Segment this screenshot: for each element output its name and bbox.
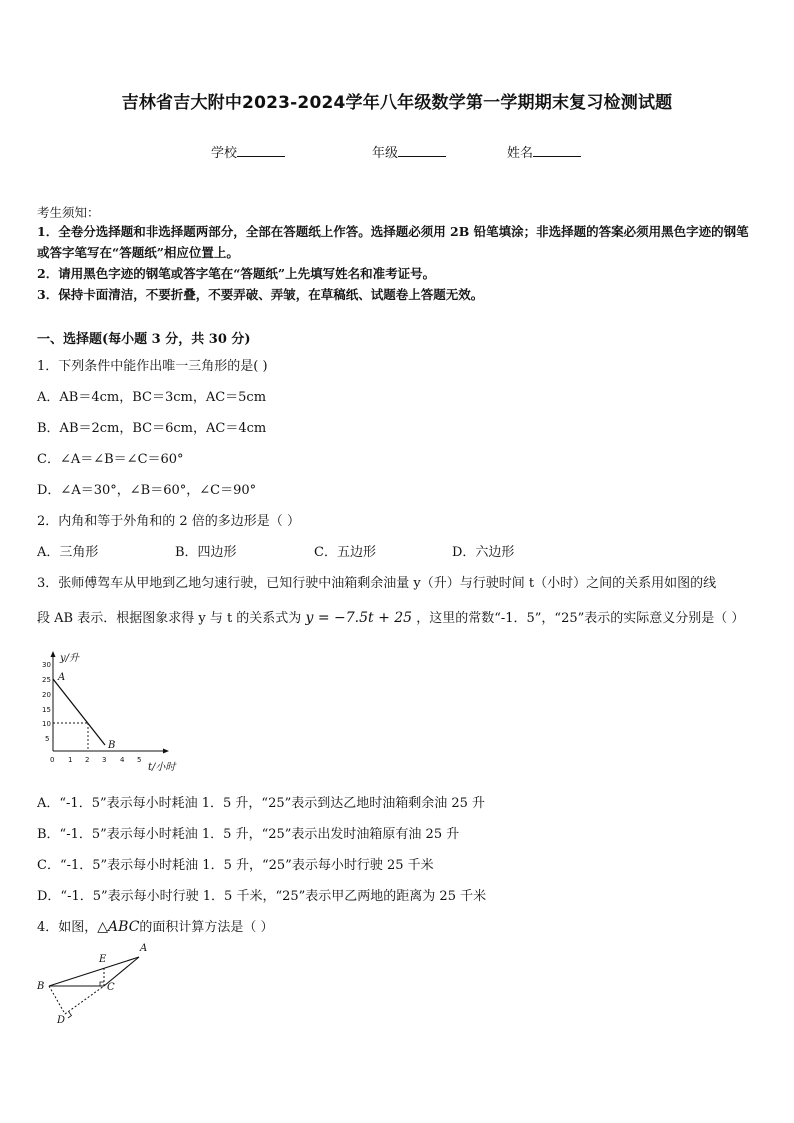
q3-formula: y = −7.5t + 25: [305, 610, 413, 626]
name-label: 姓名: [507, 146, 534, 161]
x-tick-5: 5: [137, 756, 142, 764]
q3-stem-part-b: ，这里的常数“-1．5”，“25”表示的实际意义分别是（ ）: [416, 611, 745, 626]
y-tick-10: 10: [42, 720, 51, 728]
name-field: [507, 142, 581, 161]
q4-stem-part-a: 4．如图，: [37, 920, 98, 935]
label-c: C: [107, 982, 115, 993]
segment-ab: [53, 679, 105, 745]
x-axis-arrow: [163, 749, 169, 754]
y-tick-30: 30: [42, 661, 51, 669]
y-tick-25: 25: [42, 676, 51, 684]
y-axis-label: y/升: [60, 653, 80, 664]
y-tick-5: 5: [45, 735, 50, 743]
label-b: B: [37, 981, 45, 992]
exam-title: 吉林省吉大附中2023-2024学年八年级数学第一学期期末复习检测试题: [121, 93, 673, 113]
notice-label: 考生须知：: [37, 205, 100, 220]
q3-option-d: D．“-1．5”表示每小时行驶 1．5 千米，“25”表示甲乙两地的距离为 25 千米: [37, 889, 487, 904]
point-a-label: A: [58, 672, 66, 683]
q2-option-c: C．五边形: [314, 545, 376, 560]
q4-stem: [37, 916, 274, 935]
x-tick-3: 3: [102, 756, 107, 764]
notice-item-3: 3．保持卡面清洁，不要折叠，不要弄破、弄皱，在草稿纸、试题卷上答题无效。: [37, 287, 484, 302]
notice-item-1: 1．全卷分选择题和非选择题两部分，全部在答题纸上作答。选择题必须用 2B 铅笔填涂；非选择题的答案必须用黑色字迹的钢笔或答字笔写在“答题纸”相应位置上。: [37, 224, 749, 260]
x-tick-4: 4: [120, 756, 125, 764]
q3-stem-line2: [37, 607, 744, 626]
school-field: [211, 142, 285, 161]
label-e: E: [99, 954, 107, 965]
school-label: 学校: [211, 146, 238, 161]
y-tick-15: 15: [42, 706, 51, 714]
point-b-label: B: [108, 740, 116, 751]
triangle-figure: [34, 938, 159, 1028]
grade-field: [372, 142, 446, 161]
name-blank: [533, 144, 581, 157]
q4-triangle-symbol: △ABC: [97, 919, 140, 935]
school-blank: [237, 144, 285, 157]
q2-option-d: D．六边形: [452, 545, 515, 560]
grade-label: 年级: [372, 146, 399, 161]
x-tick-1: 1: [68, 756, 73, 764]
q2-option-b: B．四边形: [175, 545, 237, 560]
segment-dc: [65, 986, 104, 1014]
y-tick-20: 20: [42, 691, 51, 699]
grade-blank: [398, 144, 446, 157]
right-angle-mark-d: [68, 1012, 72, 1019]
notice-item-2: 2．请用黑色字迹的钢笔或答字笔在“答题纸”上先填写姓名和准考证号。: [37, 266, 436, 281]
q1-option-c: C．∠A＝∠B＝∠C＝60°: [37, 452, 184, 467]
right-angle-mark-c: [100, 982, 104, 986]
section-heading: 一、选择题(每小题 3 分，共 30 分): [37, 332, 251, 347]
label-a: A: [140, 943, 148, 954]
q3-stem-part-a: 段 AB 表示．根据图象求得 y 与 t 的关系式为: [37, 611, 302, 626]
fuel-time-graph: [40, 648, 185, 773]
label-d: D: [57, 1015, 66, 1026]
q1-stem: 1．下列条件中能作出唯一三角形的是( ): [37, 359, 268, 374]
segment-bd: [49, 986, 65, 1014]
q2-stem: 2．内角和等于外角和的 2 倍的多边形是（ ）: [37, 514, 300, 529]
x-tick-0: 0: [50, 756, 55, 764]
y-axis-arrow: [51, 651, 56, 657]
x-tick-2: 2: [85, 756, 90, 764]
q1-option-d: D．∠A＝30°，∠B＝60°，∠C＝90°: [37, 483, 257, 498]
q3-option-a: A．“-1．5”表示每小时耗油 1．5 升，“25”表示到达乙地时油箱剩余油 25 升: [37, 796, 486, 811]
q2-option-a: A．三角形: [37, 545, 99, 560]
side-ba: [49, 957, 139, 986]
q3-stem-line1: 3．张师傅驾车从甲地到乙地匀速行驶，已知行驶中油箱剩余油量 y（升）与行驶时间 t（小时）之间的关系用如图的线: [37, 576, 717, 591]
q4-stem-part-b: 的面积计算方法是（ ）: [139, 920, 274, 935]
q1-option-b: B．AB＝2cm，BC＝6cm，AC＝4cm: [37, 421, 267, 436]
q1-option-a: A．AB＝4cm，BC＝3cm，AC＝5cm: [37, 390, 267, 405]
x-axis-label: t/小时: [148, 762, 176, 773]
q3-option-c: C．“-1．5”表示每小时耗油 1．5 升，“25”表示每小时行驶 25 千米: [37, 858, 434, 873]
q3-option-b: B．“-1．5”表示每小时耗油 1．5 升，“25”表示出发时油箱原有油 25 升: [37, 827, 460, 842]
